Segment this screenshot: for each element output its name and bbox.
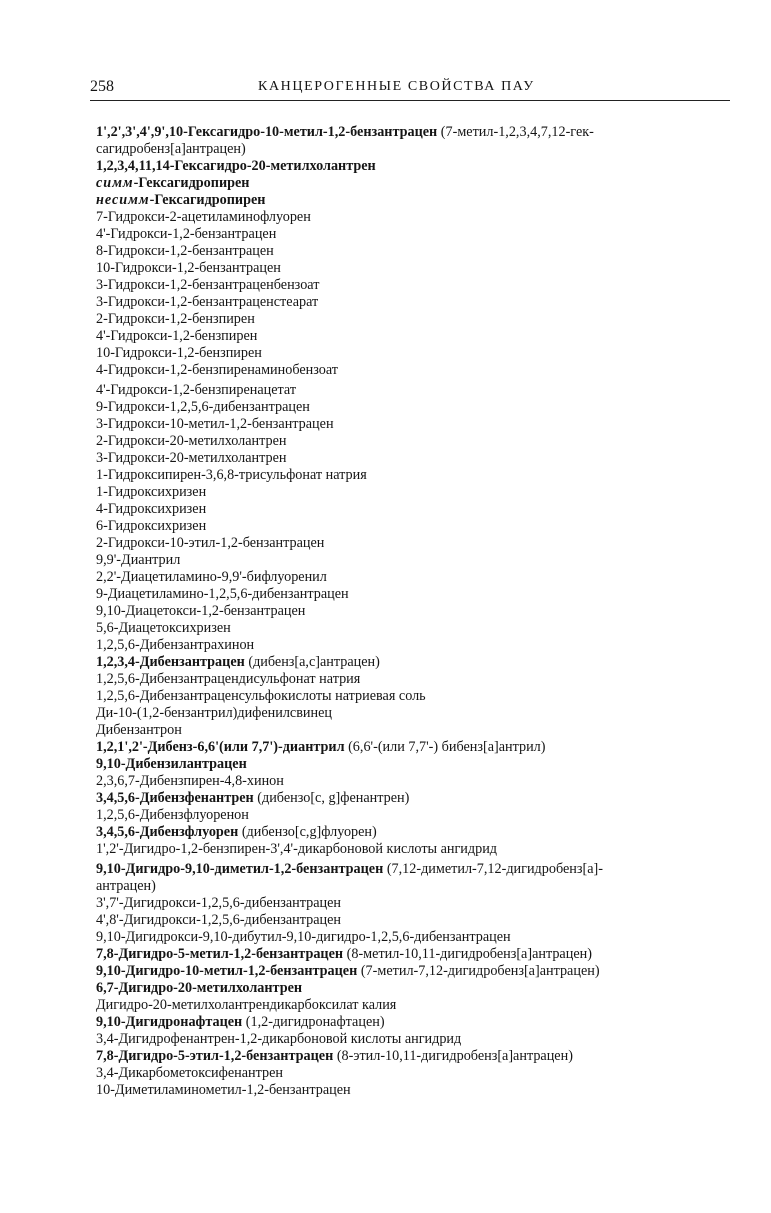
compound-text: 2-Гидрокси-10-этил-1,2-бензантрацен — [96, 535, 325, 551]
list-item — [96, 382, 736, 399]
compound-name-bold: 7,8-Дигидро-5-этил-1,2-бензантрацен — [96, 1048, 334, 1064]
compound-text: (7-метил-7,12-дигидробенз[a]антрацен) — [357, 963, 600, 979]
compound-name-bold: 9,10-Дибензилантрацен — [96, 756, 247, 772]
list-item — [96, 1048, 736, 1065]
list-item — [96, 1031, 736, 1048]
compound-text: 10-Гидрокси-1,2-бензантрацен — [96, 260, 281, 276]
list-item — [96, 518, 736, 535]
list-item — [96, 912, 736, 929]
list-item — [96, 141, 736, 158]
compound-list — [96, 124, 736, 1099]
list-item — [96, 192, 736, 209]
list-item — [96, 226, 736, 243]
compound-text: Дибензантрон — [96, 722, 182, 738]
list-item — [96, 535, 736, 552]
compound-text: 4'-Гидрокси-1,2-бензпирен — [96, 328, 258, 344]
list-item — [96, 997, 736, 1014]
compound-text: 10-Гидрокси-1,2-бензпирен — [96, 345, 262, 361]
list-item — [96, 328, 736, 345]
compound-text: 1',2'-Дигидро-1,2-бензпирен-3',4'-дикарбоновой кислоты ангидрид — [96, 841, 498, 857]
compound-text: 9,10-Дигидрокси-9,10-дибутил-9,10-дигидро-1,2,5,6-дибензантрацен — [96, 929, 511, 945]
compound-text: (дибенз[a,c]антрацен) — [244, 654, 380, 670]
list-item — [96, 824, 736, 841]
list-item — [96, 688, 736, 705]
compound-text: 9-Диацетиламино-1,2,5,6-дибензантрацен — [96, 586, 349, 602]
list-item — [96, 603, 736, 620]
compound-name-bold: 7,8-Дигидро-5-метил-1,2-бензантрацен — [96, 946, 344, 962]
list-item — [96, 399, 736, 416]
compound-text: 4-Гидроксихризен — [96, 501, 207, 517]
list-item — [96, 722, 736, 739]
list-item — [96, 467, 736, 484]
list-item — [96, 345, 736, 362]
compound-text: 1-Гидроксипирен-3,6,8-трисульфонат натрия — [96, 467, 367, 483]
list-item — [96, 929, 736, 946]
compound-text: 2,3,6,7-Дибензпирен-4,8-хинон — [96, 773, 284, 789]
compound-text: 2,2'-Диацетиламино-9,9'-бифлуоренил — [96, 569, 327, 585]
page-header — [90, 76, 730, 101]
list-item — [96, 175, 736, 192]
compound-name-bold: -Гексагидропирен — [149, 192, 266, 208]
compound-text: 9-Гидрокси-1,2,5,6-дибензантрацен — [96, 399, 310, 415]
compound-text: Дигидро-20-метилхолантрендикарбоксилат калия — [96, 997, 397, 1013]
compound-name-bold: 1,2,3,4,11,14-Гексагидро-20-метилхолантрен — [96, 158, 376, 174]
compound-text: (дибензо[c,g]флуорен) — [238, 824, 377, 840]
compound-text: 3-Гидрокси-20-метилхолантрен — [96, 450, 287, 466]
compound-text: 1,2,5,6-Дибензантрахинон — [96, 637, 255, 653]
compound-text: 1-Гидроксихризен — [96, 484, 207, 500]
list-item — [96, 705, 736, 722]
list-item — [96, 895, 736, 912]
list-item — [96, 1014, 736, 1031]
compound-text: 4-Гидрокси-1,2-бензпиренаминобензоат — [96, 362, 339, 378]
compound-text: Ди-10-(1,2-бензантрил)дифенилсвинец — [96, 705, 333, 721]
compound-text: (7,12-диметил-7,12-дигидробенз[a]- — [383, 861, 603, 877]
list-item — [96, 739, 736, 756]
compound-name-bold: 3,4,5,6-Дибензфенантрен — [96, 790, 254, 806]
compound-text: (6,6'-(или 7,7'-) бибенз[a]антрил) — [344, 739, 546, 755]
compound-name-bold: 9,10-Дигидронафтацен — [96, 1014, 243, 1030]
list-item — [96, 294, 736, 311]
list-item — [96, 654, 736, 671]
list-item — [96, 552, 736, 569]
compound-text: 1,2,5,6-Дибензфлуоренон — [96, 807, 249, 823]
compound-name-bold: 6,7-Дигидро-20-метилхолантрен — [96, 980, 303, 996]
compound-text: 3,4-Дикарбометоксифенантрен — [96, 1065, 283, 1081]
list-item — [96, 1082, 736, 1099]
list-item — [96, 484, 736, 501]
list-item — [96, 277, 736, 294]
compound-name-bold: 3,4,5,6-Дибензфлуорен — [96, 824, 239, 840]
compound-text: антрацен) — [96, 878, 156, 894]
list-item — [96, 773, 736, 790]
list-item — [96, 158, 736, 175]
compound-text: 8-Гидрокси-1,2-бензантрацен — [96, 243, 274, 259]
list-item — [96, 861, 736, 878]
list-item — [96, 1065, 736, 1082]
running-title: КАНЦЕРОГЕННЫЕ СВОЙСТВА ПАУ — [258, 79, 535, 94]
list-item — [96, 209, 736, 226]
list-item — [96, 124, 736, 141]
compound-name-bold: 9,10-Дигидро-10-метил-1,2-бензантрацен — [96, 963, 358, 979]
compound-name-bold: -Гексагидропирен — [133, 175, 250, 191]
list-item — [96, 620, 736, 637]
list-item — [96, 807, 736, 824]
compound-name-bold: 1,2,3,4-Дибензантрацен — [96, 654, 245, 670]
list-item — [96, 433, 736, 450]
list-item — [96, 311, 736, 328]
compound-text: 3,4-Дигидрофенантрен-1,2-дикарбоновой кислоты ангидрид — [96, 1031, 462, 1047]
list-item — [96, 963, 736, 980]
compound-text: 1,2,5,6-Дибензантраценсульфокислоты натриевая соль — [96, 688, 426, 704]
list-item — [96, 878, 736, 895]
compound-text: 2-Гидрокси-1,2-бензпирен — [96, 311, 255, 327]
list-item — [96, 501, 736, 518]
compound-text: 2-Гидрокси-20-метилхолантрен — [96, 433, 287, 449]
list-item — [96, 243, 736, 260]
compound-text: 3-Гидрокси-1,2-бензантраценстеарат — [96, 294, 319, 310]
compound-text: 5,6-Диацетоксихризен — [96, 620, 231, 636]
list-item — [96, 450, 736, 467]
compound-name-bold: 9,10-Дигидро-9,10-диметил-1,2-бензантрацен — [96, 861, 384, 877]
list-item — [96, 671, 736, 688]
italic-prefix: симм — [96, 175, 134, 191]
compound-text: 4'-Гидрокси-1,2-бензантрацен — [96, 226, 277, 242]
compound-text: сагидробенз[a]антрацен) — [96, 141, 246, 157]
compound-text: (8-этил-10,11-дигидробенз[a]антрацен) — [333, 1048, 573, 1064]
list-item — [96, 416, 736, 433]
list-item — [96, 946, 736, 963]
compound-text: (1,2-дигидронафтацен) — [242, 1014, 385, 1030]
compound-text: 6-Гидроксихризен — [96, 518, 207, 534]
compound-text: 4'-Гидрокси-1,2-бензпиренацетат — [96, 382, 297, 398]
compound-text: 1,2,5,6-Дибензантрацендисульфонат натрия — [96, 671, 361, 687]
compound-text: 9,9'-Диантрил — [96, 552, 181, 568]
compound-text: 3',7'-Дигидрокси-1,2,5,6-дибензантрацен — [96, 895, 342, 911]
compound-text: 3-Гидрокси-10-метил-1,2-бензантрацен — [96, 416, 334, 432]
list-item — [96, 569, 736, 586]
list-item — [96, 362, 736, 379]
list-item — [96, 841, 736, 858]
compound-text: 3-Гидрокси-1,2-бензантраценбензоат — [96, 277, 320, 293]
compound-text: 4',8'-Дигидрокси-1,2,5,6-дибензантрацен — [96, 912, 342, 928]
compound-text: (8-метил-10,11-дигидробенз[a]антрацен) — [343, 946, 592, 962]
compound-text: 9,10-Диацетокси-1,2-бензантрацен — [96, 603, 306, 619]
list-item — [96, 586, 736, 603]
list-item — [96, 790, 736, 807]
list-item — [96, 637, 736, 654]
list-item — [96, 980, 736, 997]
list-item — [96, 260, 736, 277]
compound-text: 10-Диметиламинометил-1,2-бензантрацен — [96, 1082, 351, 1098]
compound-text: 7-Гидрокси-2-ацетиламинофлуорен — [96, 209, 311, 225]
italic-prefix: несимм — [96, 192, 150, 208]
compound-text: (7-метил-1,2,3,4,7,12-гек- — [437, 124, 594, 140]
compound-name-bold: 1',2',3',4',9',10-Гексагидро-10-метил-1,2-бензантрацен — [96, 124, 438, 140]
compound-name-bold: 1,2,1',2'-Дибенз-6,6'(или 7,7')-диантрил — [96, 739, 345, 755]
list-item — [96, 756, 736, 773]
compound-text: (дибензо[c, g]фенантрен) — [253, 790, 410, 806]
page-number: 258 — [90, 78, 114, 95]
